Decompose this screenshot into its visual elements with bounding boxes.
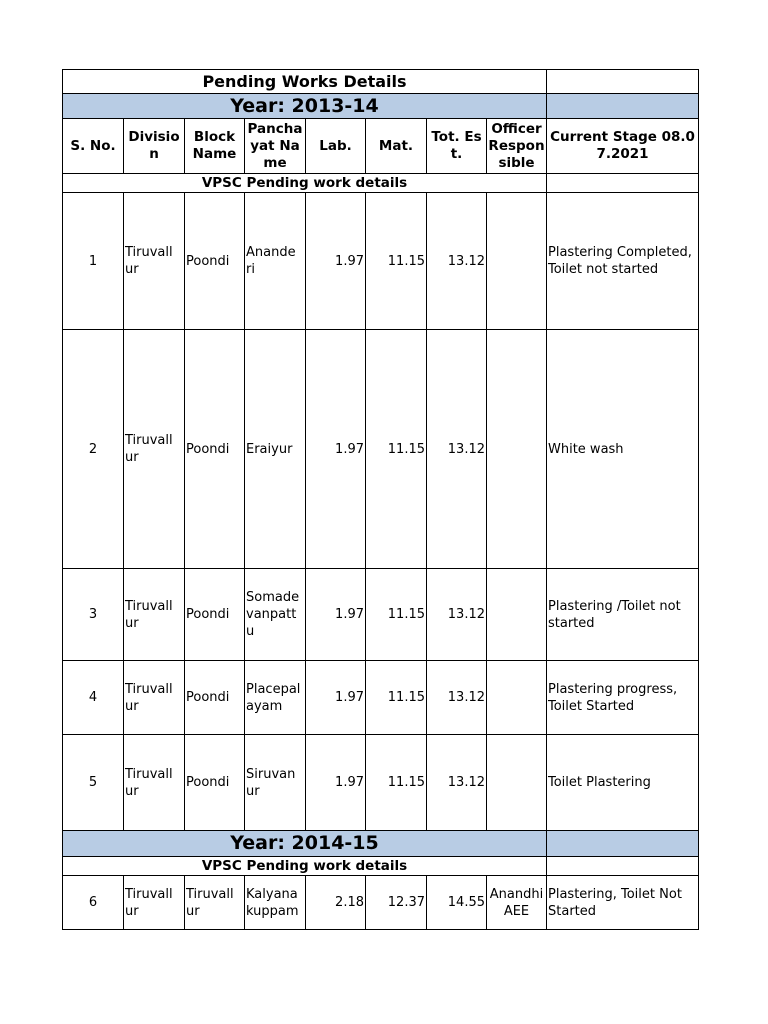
- table-row: [63, 661, 699, 735]
- page-title: Pending Works Details: [63, 70, 547, 94]
- cell-block: Poondi: [185, 735, 245, 831]
- header-block: Block Name: [185, 119, 245, 174]
- cell-division: Tiruvall ur: [124, 876, 185, 930]
- cell-lab: 1.97: [306, 193, 366, 330]
- cell-stage: White wash: [547, 330, 699, 569]
- cell-officer: Anandhi AEE: [487, 876, 547, 930]
- cell-block: Poondi: [185, 661, 245, 735]
- year-row: [63, 94, 699, 119]
- subheading-row: [63, 174, 699, 193]
- table-row: [63, 193, 699, 330]
- cell-division: Tiruvall ur: [124, 330, 185, 569]
- cell-officer: [487, 661, 547, 735]
- cell-mat: 12.37: [366, 876, 427, 930]
- cell-division: Tiruvall ur: [124, 661, 185, 735]
- cell-mat: 11.15: [366, 661, 427, 735]
- header-panchayat: Pancha yat Name: [245, 119, 306, 174]
- cell-block: Poondi: [185, 569, 245, 661]
- cell-panchayat: Anande ri: [245, 193, 306, 330]
- empty-cell: [547, 857, 699, 876]
- subheading: VPSC Pending work details: [63, 857, 547, 876]
- subheading-row: [63, 857, 699, 876]
- cell-tot: 14.55: [427, 876, 487, 930]
- cell-sno: 5: [63, 735, 124, 831]
- header-division: Divisio n: [124, 119, 185, 174]
- cell-lab: 1.97: [306, 735, 366, 831]
- cell-stage: Plastering progress, Toilet Started: [547, 661, 699, 735]
- cell-lab: 1.97: [306, 330, 366, 569]
- cell-block: Poondi: [185, 330, 245, 569]
- cell-stage: Plastering, Toilet Not Started: [547, 876, 699, 930]
- cell-mat: 11.15: [366, 569, 427, 661]
- header-lab: Lab.: [306, 119, 366, 174]
- cell-panchayat: Placepal ayam: [245, 661, 306, 735]
- cell-tot: 13.12: [427, 193, 487, 330]
- cell-sno: 3: [63, 569, 124, 661]
- cell-officer: [487, 193, 547, 330]
- empty-cell: [547, 70, 699, 94]
- cell-sno: 4: [63, 661, 124, 735]
- title-row: [63, 70, 699, 94]
- cell-officer: [487, 569, 547, 661]
- cell-block: Tiruvall ur: [185, 876, 245, 930]
- header-mat: Mat.: [366, 119, 427, 174]
- cell-sno: 6: [63, 876, 124, 930]
- cell-division: Tiruvall ur: [124, 735, 185, 831]
- header-stage: Current Stage 08.07.2021: [547, 119, 699, 174]
- year-heading: Year: 2013-14: [63, 94, 547, 119]
- cell-tot: 13.12: [427, 735, 487, 831]
- cell-tot: 13.12: [427, 569, 487, 661]
- cell-mat: 11.15: [366, 193, 427, 330]
- cell-mat: 11.15: [366, 330, 427, 569]
- subheading: VPSC Pending work details: [63, 174, 547, 193]
- header-officer: Officer Respon sible: [487, 119, 547, 174]
- pending-works-table: [62, 69, 699, 930]
- empty-cell: [547, 94, 699, 119]
- cell-stage: Toilet Plastering: [547, 735, 699, 831]
- cell-lab: 1.97: [306, 569, 366, 661]
- table-row: [63, 569, 699, 661]
- cell-sno: 2: [63, 330, 124, 569]
- cell-division: Tiruvall ur: [124, 569, 185, 661]
- cell-sno: 1: [63, 193, 124, 330]
- cell-lab: 1.97: [306, 661, 366, 735]
- cell-officer: [487, 330, 547, 569]
- cell-panchayat: Kalyana kuppam: [245, 876, 306, 930]
- cell-panchayat: Eraiyur: [245, 330, 306, 569]
- year-heading: Year: 2014-15: [63, 831, 547, 857]
- year-row: [63, 831, 699, 857]
- cell-panchayat: Somade vanpatt u: [245, 569, 306, 661]
- header-tot: Tot. Est.: [427, 119, 487, 174]
- cell-stage: Plastering Completed, Toilet not started: [547, 193, 699, 330]
- header-sno: S. No.: [63, 119, 124, 174]
- table-row: [63, 330, 699, 569]
- cell-tot: 13.12: [427, 330, 487, 569]
- cell-lab: 2.18: [306, 876, 366, 930]
- cell-block: Poondi: [185, 193, 245, 330]
- empty-cell: [547, 831, 699, 857]
- cell-division: Tiruvall ur: [124, 193, 185, 330]
- cell-officer: [487, 735, 547, 831]
- cell-tot: 13.12: [427, 661, 487, 735]
- cell-panchayat: Siruvan ur: [245, 735, 306, 831]
- table-row: [63, 735, 699, 831]
- table-row: [63, 876, 699, 930]
- header-row: [63, 119, 699, 174]
- cell-stage: Plastering /Toilet not started: [547, 569, 699, 661]
- empty-cell: [547, 174, 699, 193]
- cell-mat: 11.15: [366, 735, 427, 831]
